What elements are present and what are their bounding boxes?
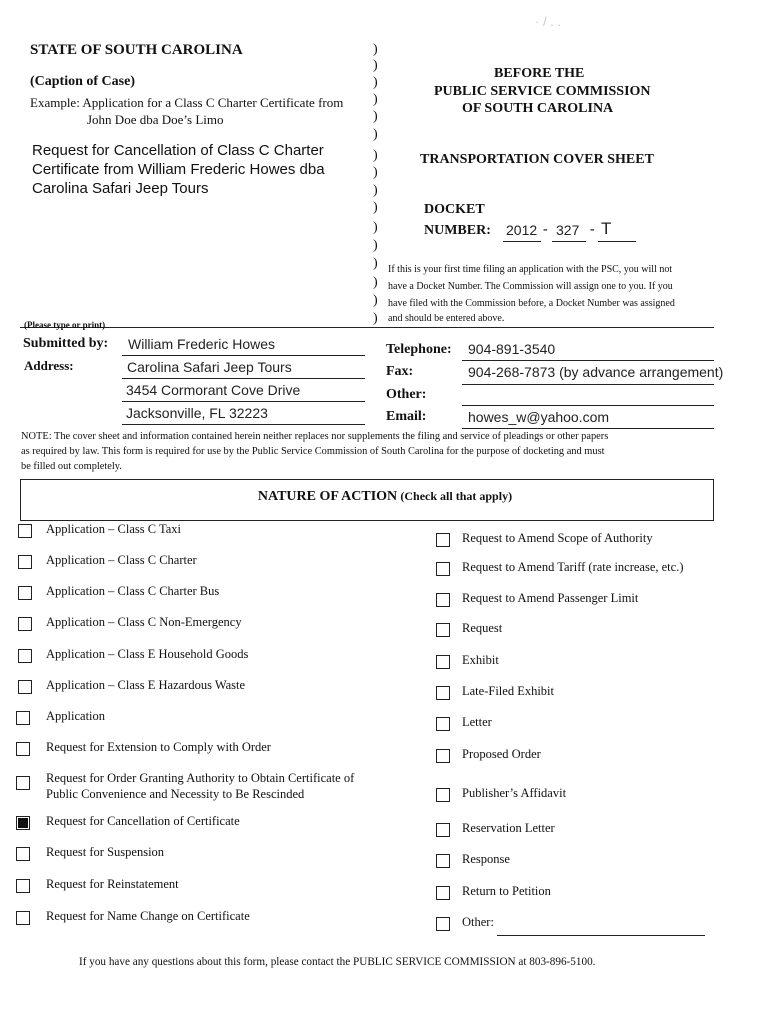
- checkbox[interactable]: [436, 593, 450, 607]
- docket-year[interactable]: 2012: [506, 222, 538, 238]
- paren-mark: ): [373, 75, 378, 90]
- email-field[interactable]: howes_w@yahoo.com: [468, 409, 610, 425]
- nature-left-option-label: Application – Class C Taxi: [46, 522, 181, 536]
- case-line-1: Request for Cancellation of Class C Charter: [32, 142, 324, 159]
- nature-right-option-label: Request to Amend Scope of Authority: [462, 531, 653, 545]
- email-label: Email:: [386, 409, 427, 424]
- case-line-3: Carolina Safari Jeep Tours: [32, 180, 209, 197]
- checkbox[interactable]: [436, 749, 450, 763]
- example-line-1: Example: Application for a Class C Charter Certificate from: [30, 95, 344, 110]
- nature-right-option-label: Publisher’s Affidavit: [462, 786, 567, 800]
- docket-separator: -: [543, 222, 548, 237]
- checkbox[interactable]: [436, 823, 450, 837]
- other-label: Other:: [386, 387, 427, 402]
- paren-mark: ): [373, 165, 378, 180]
- before-line-2: PUBLIC SERVICE COMMISSION: [434, 84, 651, 99]
- telephone-label: Telephone:: [386, 342, 452, 357]
- docket-note-4: and should be entered above.: [388, 313, 505, 324]
- nature-left-option-label: Request for Cancellation of Certificate: [46, 814, 240, 828]
- note-line-3: be filled out completely.: [21, 461, 122, 472]
- telephone-underline: [462, 360, 714, 361]
- paren-mark: ): [373, 127, 378, 142]
- footer-contact: If you have any questions about this form, please contact the PUBLIC SERVICE COMMISSION at 803-896-5100.: [79, 956, 596, 968]
- docket-separator: -: [590, 222, 595, 237]
- checkbox[interactable]: [18, 617, 32, 631]
- checkbox[interactable]: [436, 686, 450, 700]
- checkbox[interactable]: [16, 776, 30, 790]
- checkbox[interactable]: [18, 555, 32, 569]
- telephone-field[interactable]: 904-891-3540: [468, 341, 556, 357]
- docket-note-2: have a Docket Number. The Commission will assign one to you. If you: [388, 281, 673, 292]
- address-line-3-field[interactable]: Jacksonville, FL 32223: [126, 405, 268, 421]
- stamp-smudge: · / . .: [535, 14, 561, 29]
- docket-number-label: NUMBER:: [424, 223, 491, 238]
- nature-left-option-label: Application – Class E Hazardous Waste: [46, 678, 246, 692]
- nature-right-option-label: Exhibit: [462, 653, 499, 667]
- submitted-by-underline: [122, 355, 365, 356]
- before-line-1: BEFORE THE: [494, 66, 585, 81]
- fax-underline: [462, 384, 714, 385]
- other-action-underline: [497, 935, 705, 936]
- checkbox[interactable]: [436, 623, 450, 637]
- email-underline: [462, 428, 714, 429]
- address-line-2-field[interactable]: 3454 Cormorant Cove Drive: [126, 382, 301, 398]
- checkbox[interactable]: [18, 586, 32, 600]
- paren-mark: ): [373, 92, 378, 107]
- checkbox[interactable]: [436, 717, 450, 731]
- address-line-3-underline: [122, 424, 365, 425]
- checkbox[interactable]: [436, 917, 450, 931]
- note-line-2: as required by law. This form is required for use by the Public Service Commission of South Carolina for the purpose of docketing and must: [21, 446, 605, 457]
- checkbox[interactable]: [436, 533, 450, 547]
- nature-left-option-label: Application – Class E Household Goods: [46, 647, 249, 661]
- nature-left-option-label: Request for Order Granting Authority to Obtain Certificate of: [46, 771, 355, 785]
- paren-mark: ): [373, 256, 378, 271]
- checkbox[interactable]: [16, 742, 30, 756]
- nature-left-option-label: Application – Class C Non-Emergency: [46, 615, 242, 629]
- checkbox-checked[interactable]: [16, 816, 30, 830]
- paren-mark: ): [373, 220, 378, 235]
- fax-label: Fax:: [386, 364, 414, 379]
- docket-year-underline: [503, 241, 541, 242]
- paren-mark: ): [373, 238, 378, 253]
- type-note: (Please type or print): [24, 320, 106, 330]
- docket-suffix[interactable]: T: [601, 219, 612, 238]
- address-line-1-underline: [122, 378, 365, 379]
- checkbox[interactable]: [16, 847, 30, 861]
- nature-right-option-label: Return to Petition: [462, 884, 551, 898]
- nature-heading: [0, 488, 770, 505]
- fax-field[interactable]: 904-268-7873 (by advance arrangement): [468, 364, 724, 380]
- checkbox[interactable]: [436, 788, 450, 802]
- checkbox[interactable]: [436, 886, 450, 900]
- paren-mark: ): [373, 58, 378, 73]
- docket-label: DOCKET: [424, 202, 485, 217]
- nature-right-option-label: Response: [462, 852, 510, 866]
- nature-title: NATURE OF ACTION: [257, 489, 398, 504]
- nature-right-option-label: Request: [462, 621, 503, 635]
- docket-note-1: If this is your first time filing an application with the PSC, you will not: [388, 264, 673, 275]
- paren-mark: ): [373, 42, 378, 57]
- nature-left-option-label: Request for Reinstatement: [46, 877, 179, 891]
- nature-left-option-label: Application – Class C Charter Bus: [46, 584, 220, 598]
- address-line-1-field[interactable]: Carolina Safari Jeep Tours: [127, 359, 292, 375]
- paren-mark: ): [373, 148, 378, 163]
- nature-left-option-label: Application – Class C Charter: [46, 553, 197, 567]
- checkbox[interactable]: [436, 854, 450, 868]
- paren-mark: ): [373, 109, 378, 124]
- cover-sheet-title: TRANSPORTATION COVER SHEET: [420, 152, 654, 167]
- checkbox[interactable]: [18, 680, 32, 694]
- other-underline: [462, 405, 714, 406]
- nature-right-option-label: Reservation Letter: [462, 821, 555, 835]
- address-line-2-underline: [122, 401, 365, 402]
- paren-mark: ): [373, 275, 378, 290]
- nature-left-option-label: Public Convenience and Necessity to Be Rescinded: [46, 787, 305, 801]
- checkbox[interactable]: [18, 524, 32, 538]
- address-label: Address:: [24, 358, 74, 373]
- nature-right-option-label: Request to Amend Passenger Limit: [462, 591, 639, 605]
- caption-label: (Caption of Case): [30, 74, 135, 89]
- checkbox[interactable]: [16, 711, 30, 725]
- nature-right-option-label: Letter: [462, 715, 492, 729]
- paren-mark: ): [373, 200, 378, 215]
- state-title: STATE OF SOUTH CAROLINA: [30, 42, 243, 58]
- nature-subtitle: (Check all that apply): [400, 489, 513, 503]
- docket-suffix-underline: [598, 241, 636, 242]
- nature-right-option-label: Proposed Order: [462, 747, 541, 761]
- nature-left-option-label: Request for Suspension: [46, 845, 165, 859]
- checkbox[interactable]: [436, 562, 450, 576]
- submitted-by-field[interactable]: William Frederic Howes: [128, 336, 276, 352]
- nature-left-option-label: Request for Extension to Comply with Order: [46, 740, 271, 754]
- checkbox[interactable]: [436, 655, 450, 669]
- submitted-by-label: Submitted by:: [23, 336, 109, 351]
- docket-number-underline: [552, 241, 586, 242]
- docket-note-3: have filed with the Commission before, a Docket Number was assigned: [388, 298, 675, 309]
- checkbox[interactable]: [18, 649, 32, 663]
- example-line-2: John Doe dba Doe’s Limo: [87, 112, 224, 127]
- checkbox[interactable]: [16, 911, 30, 925]
- paren-mark: ): [373, 293, 378, 308]
- case-line-2: Certificate from William Frederic Howes dba: [32, 161, 325, 178]
- stamp-smudge: [315, 58, 321, 81]
- paren-mark: ): [373, 183, 378, 198]
- nature-right-option-label: Late-Filed Exhibit: [462, 684, 554, 698]
- nature-left-option-label: Request for Name Change on Certificate: [46, 909, 250, 923]
- checkbox[interactable]: [16, 879, 30, 893]
- before-line-3: OF SOUTH CAROLINA: [462, 101, 614, 116]
- section-divider: [20, 327, 714, 328]
- paren-mark: ): [373, 311, 378, 326]
- docket-number[interactable]: 327: [556, 222, 580, 238]
- nature-left-option-label: Application: [46, 709, 106, 723]
- nature-right-option-label: Other:: [462, 915, 494, 929]
- note-line-1: NOTE: The cover sheet and information contained herein neither replaces nor supplements the filing and service of pleadings or other papers: [21, 431, 609, 442]
- nature-right-option-label: Request to Amend Tariff (rate increase, etc.): [462, 560, 684, 574]
